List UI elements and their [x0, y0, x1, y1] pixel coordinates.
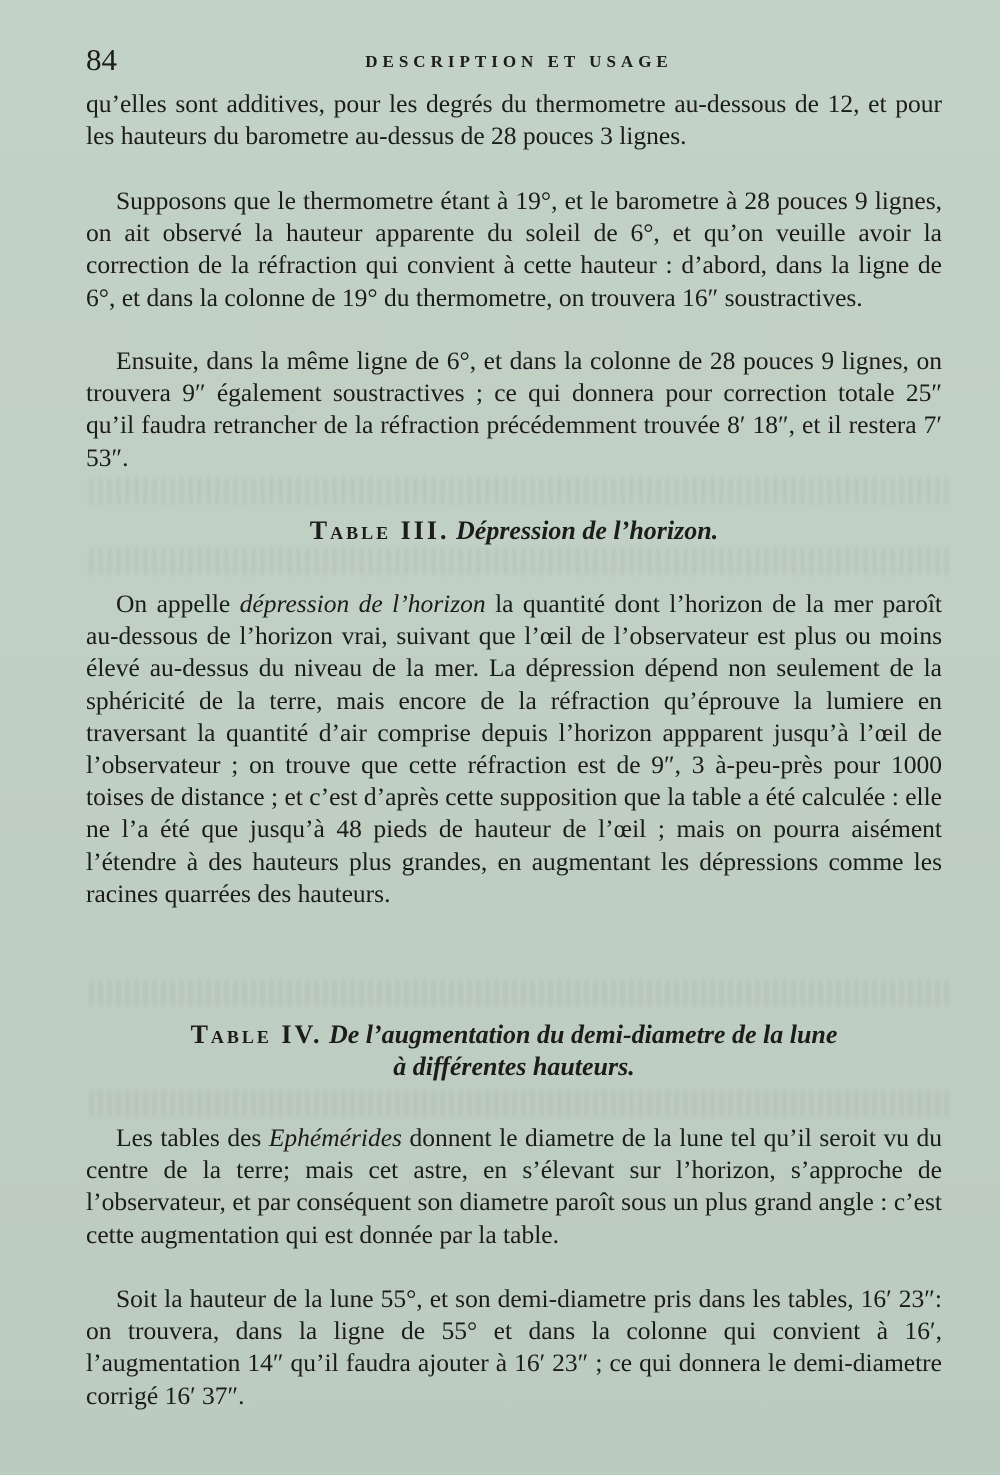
p4-start: On appelle [116, 589, 231, 618]
paragraph-moon-example: Soit la hauteur de la lune 55°, et son demi-diametre pris dans les tables, 16′ 23″: on trouvera, dans la ligne de 55° et dans la colonne qui convient à 16′, l’augmentation 14″ qu’il faudra ajouter à 16′ 23″ ; ce qui donnera le demi-diametre corrigé 16′ 37″. [86, 1284, 942, 1410]
paragraph-ephemerides [86, 1122, 942, 1251]
bleed-through-shadow [90, 980, 950, 1006]
page-header [86, 40, 952, 80]
table-4-title-line2: à différentes hauteurs. [393, 1052, 635, 1081]
table-4-title-line1: De l’augmentation du demi-diametre de la lune [328, 1020, 838, 1049]
running-head: DESCRIPTION ET USAGE [365, 52, 673, 71]
paragraph-continuation: qu’elles sont additives, pour les degrés du thermometre au-dessous de 12, et pour les hauteurs du barometre au-dessus de 28 pouces 3 lignes. [86, 89, 942, 151]
bleed-through-shadow [90, 1090, 950, 1116]
page-number: 84 [86, 42, 117, 77]
p5-start: Les tables des [116, 1123, 262, 1152]
table-3-title: Dépression de l’horizon. [456, 516, 719, 545]
p5-term: Ephémérides [268, 1123, 402, 1152]
p4-term: dépression de l’horizon [239, 589, 486, 618]
section-heading-table-3 [86, 515, 942, 547]
bleed-through-shadow [90, 548, 950, 574]
paragraph-example-barometer: Ensuite, dans la même ligne de 6°, et dans la colonne de 28 pouces 9 lignes, on trouvera 9″ également soustractives ; ce qui donnera pour correction totale 25″ qu’il faudra retrancher de la réfraction précédemment trouvée 8′ 18″, et il restera 7′ 53″. [86, 346, 942, 472]
p4-rest: la quantité dont l’horizon de la mer paroît au-dessous de l’horizon vrai, suivant que l’œil de l’observateur est plus ou moins élevé au-dessus du niveau de la mer. La dépression dépend non seulement de la sphéricité de la terre, mais encore de la réfraction qu’éprouve la lumiere en traversant la quantité d’air comprise depuis l’horizon appparent jusqu’à l’œil de l’observateur ; on trouve que cette réfraction est de 9″, 3 à-peu-près pour 1000 toises de distance ; et c’est d’après cette supposition que la table a été calculée : elle ne l’a été que jusqu’à 48 pieds de hauteur de l’œil ; mais on pourra aisément l’étendre à des hauteurs plus grandes, en augmentant les dépressions comme les racines quarrées des hauteurs. [86, 589, 943, 908]
bleed-through-shadow [90, 478, 950, 504]
paragraph-example-thermometer: Supposons que le thermometre étant à 19°, et le barometre à 28 pouces 9 lignes, on ait observé la hauteur apparente du soleil de 6°, et qu’on veuille avoir la correction de la réfraction qui convient à cette hauteur : d’abord, dans la ligne de 6°, et dans la colonne de 19° du thermometre, on trouvera 16″ soustractives. [86, 186, 942, 312]
section-heading-table-4 [86, 1019, 942, 1083]
table-3-label: Table III. [309, 516, 450, 545]
table-4-label: Table IV. [190, 1020, 323, 1049]
paragraph-depression [86, 588, 942, 910]
p5-rest: donnent le diametre de la lune tel qu’il seroit vu du centre de la terre; mais cet astre, en s’élevant sur l’horizon, s’approche de l’observateur, et par conséquent son diametre paroît sous un plus grand angle : c’est cette augmentation qui est donnée par la table. [86, 1123, 943, 1249]
